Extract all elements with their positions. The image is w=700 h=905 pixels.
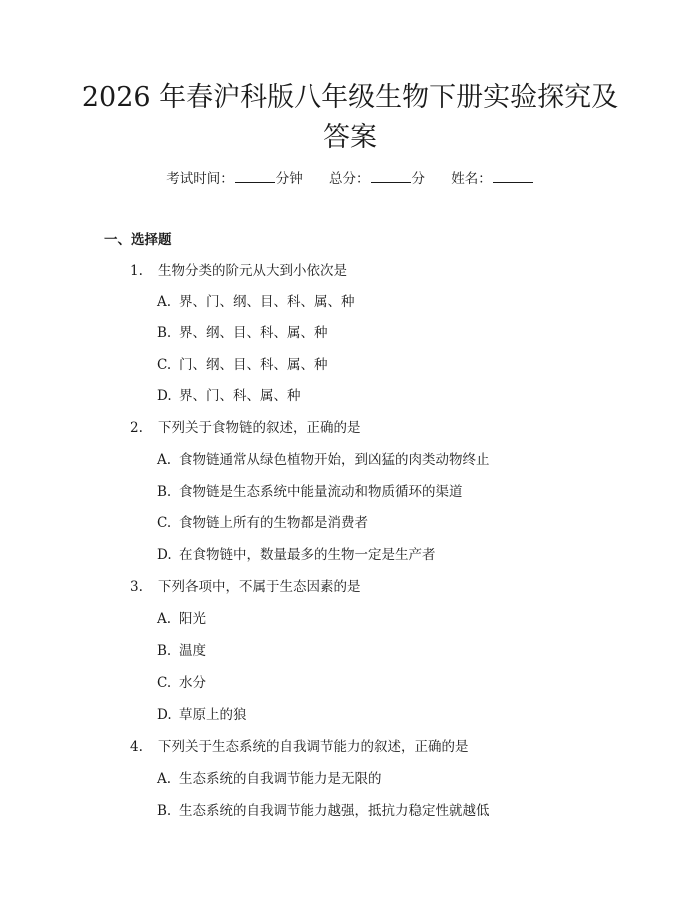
- option-text: 食物链上所有的生物都是消费者: [179, 515, 368, 531]
- exam-info-line: [0, 168, 700, 189]
- question-number: 4.: [130, 739, 143, 755]
- question-1-option-a: [157, 292, 355, 312]
- exam-time-label: 考试时间：: [166, 171, 234, 187]
- question-2-option-a: [157, 450, 490, 470]
- option-text: 在食物链中，数量最多的生物一定是生产者: [179, 547, 436, 563]
- option-text: 水分: [179, 675, 206, 691]
- question-text: 下列各项中，不属于生态因素的是: [158, 579, 361, 595]
- option-letter: D.: [157, 707, 172, 723]
- question-3: [130, 577, 361, 597]
- option-letter: B.: [157, 803, 172, 819]
- total-score-label: 总分：: [329, 171, 370, 187]
- total-score-blank: [371, 168, 411, 183]
- question-1-option-d: [157, 386, 301, 406]
- question-2-option-c: [157, 513, 368, 533]
- question-1-option-b: [157, 323, 328, 343]
- option-text: 温度: [179, 643, 206, 659]
- option-text: 界、门、科、属、种: [179, 388, 301, 404]
- title-line-2: 答案: [323, 122, 377, 153]
- question-1-option-c: [157, 355, 328, 375]
- question-3-option-d: [157, 705, 247, 725]
- title-line-1: 2026 年春沪科版八年级生物下册实验探究及: [81, 82, 619, 113]
- option-letter: A.: [157, 611, 172, 627]
- student-name-blank: [493, 168, 533, 183]
- question-4: [130, 737, 469, 757]
- question-3-option-b: [157, 641, 206, 661]
- option-text: 生态系统的自我调节能力是无限的: [179, 771, 382, 787]
- question-1: [130, 261, 347, 281]
- question-text: 生物分类的阶元从大到小依次是: [158, 263, 347, 279]
- option-text: 食物链是生态系统中能量流动和物质循环的渠道: [179, 484, 463, 500]
- question-text: 下列关于生态系统的自我调节能力的叙述，正确的是: [158, 739, 469, 755]
- option-letter: B.: [157, 484, 172, 500]
- question-number: 1.: [130, 263, 143, 279]
- option-letter: B.: [157, 643, 172, 659]
- question-2: [130, 418, 361, 438]
- total-score-field: [329, 168, 425, 189]
- question-4-option-b: [157, 801, 490, 821]
- option-text: 草原上的狼: [179, 707, 247, 723]
- student-name-label: 姓名：: [451, 171, 492, 187]
- question-2-option-d: [157, 545, 436, 565]
- option-text: 食物链通常从绿色植物开始，到凶猛的肉类动物终止: [179, 452, 490, 468]
- option-letter: D.: [157, 547, 172, 563]
- question-2-option-b: [157, 482, 463, 502]
- option-letter: C.: [157, 515, 172, 531]
- question-3-option-a: [157, 609, 206, 629]
- option-text: 界、门、纲、目、科、属、种: [179, 294, 355, 310]
- option-letter: A.: [157, 452, 172, 468]
- option-text: 门、纲、目、科、属、种: [179, 357, 328, 373]
- question-text: 下列关于食物链的叙述，正确的是: [158, 420, 361, 436]
- option-letter: B.: [157, 325, 172, 341]
- question-number: 2.: [130, 420, 143, 436]
- option-letter: C.: [157, 675, 172, 691]
- student-name-field: [451, 168, 534, 189]
- option-letter: A.: [157, 294, 172, 310]
- question-4-option-a: [157, 769, 382, 789]
- question-number: 3.: [130, 579, 143, 595]
- option-text: 界、纲、目、科、属、种: [179, 325, 328, 341]
- exam-time-field: [166, 168, 303, 189]
- question-3-option-c: [157, 673, 206, 693]
- exam-time-blank: [235, 168, 275, 183]
- option-letter: D.: [157, 388, 172, 404]
- option-text: 阳光: [179, 611, 206, 627]
- option-text: 生态系统的自我调节能力越强，抵抗力稳定性就越低: [179, 803, 490, 819]
- option-letter: C.: [157, 357, 172, 373]
- section-heading: 一、选择题: [104, 232, 172, 248]
- exam-time-unit: 分钟: [275, 171, 303, 187]
- total-score-unit: 分: [411, 171, 425, 187]
- document-title: [60, 78, 640, 158]
- option-letter: A.: [157, 771, 172, 787]
